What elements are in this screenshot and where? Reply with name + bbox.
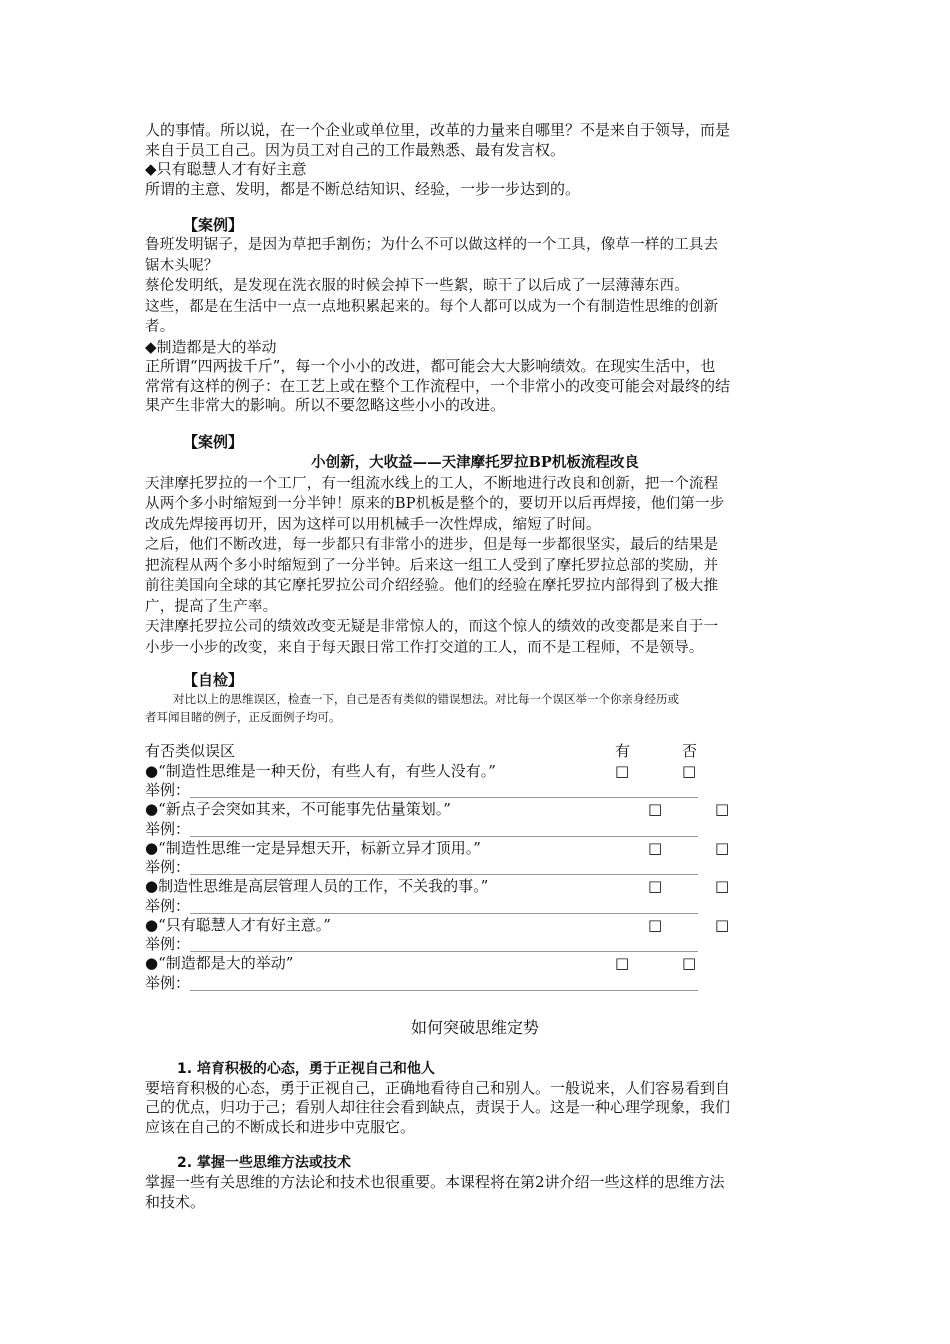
no-checkbox[interactable]: □: [715, 800, 730, 818]
case-line: 者。: [145, 319, 175, 335]
no-checkbox[interactable]: □: [715, 838, 730, 857]
bullet-heading: ◆制造都是大的举动: [145, 337, 277, 356]
example-row: [145, 858, 805, 877]
example-row: [145, 820, 805, 839]
checklist-item: [145, 916, 805, 936]
case-line: 蔡伦发明纸，是发现在洗衣服的时候会掉下一些絮，晾干了以后成了一层薄薄东西。: [145, 278, 689, 294]
example-row: [145, 897, 805, 916]
case-label: 【案例】: [183, 216, 244, 234]
yes-checkbox[interactable]: □: [648, 800, 663, 818]
paragraph-line: 己的优点，归功于己；看别人却往往会看到缺点，责误于人。这是一种心理学现象，我们: [145, 1098, 731, 1116]
subsection-heading: 2. 掌握一些思维方法或技术: [177, 1155, 351, 1171]
checklist-item-text: ●“新点子会突如其来，不可能事先估量策划。”: [145, 800, 451, 818]
checklist-header-label: 有否类似误区: [145, 742, 236, 760]
no-checkbox[interactable]: □: [715, 915, 730, 934]
checklist-item-text: ●“制造性思维一定是异想天开，标新立异才顶用。”: [145, 838, 481, 857]
example-row: [145, 974, 805, 993]
checklist-item: [145, 954, 805, 974]
paragraph-line: 人的事情。所以说，在一个企业或单位里，改革的力量来自哪里？不是来自于领导，而是: [145, 121, 731, 139]
example-input-line[interactable]: [190, 797, 698, 798]
paragraph-line: 掌握一些有关思维的方法论和技术也很重要。本课程将在第2讲介绍一些这样的思维方法: [145, 1173, 725, 1191]
checklist-item: [145, 877, 805, 897]
case-line: 天津摩托罗拉公司的绩效改变无疑是非常惊人的，而这个惊人的绩效的改变都是来自于一: [145, 619, 719, 635]
section-title: 如何突破思维定势: [410, 1017, 539, 1037]
example-label: 举例：: [145, 858, 191, 876]
example-label: 举例：: [145, 819, 191, 838]
case-title: 小创新，大收益——天津摩托罗拉BP机板流程改良: [311, 453, 639, 471]
checklist-item-text: ●“制造性思维是一种天份，有些人有，有些人没有。”: [145, 761, 496, 780]
checklist-item-text: ●“制造都是大的举动”: [145, 954, 294, 972]
example-row: [145, 935, 805, 954]
case-line: 锯木头呢？: [145, 257, 219, 274]
no-checkbox[interactable]: □: [682, 761, 697, 780]
paragraph-line: 来自于员工自己。因为员工对自己的工作最熟悉、最有发言权。: [145, 140, 566, 159]
yes-checkbox[interactable]: □: [648, 877, 663, 895]
paragraph-line: 正所谓“四两拔千斤”，每一个小小的改进，都可能会大大影响绩效。在现实生活中，也: [145, 357, 716, 375]
yes-checkbox[interactable]: □: [615, 761, 630, 780]
checklist-header: [145, 742, 805, 762]
case-line: 前往美国向全球的其它摩托罗拉公司介绍经验。他们的经验在摩托罗拉内部得到了极大推: [145, 578, 719, 594]
checklist-item: [145, 762, 805, 782]
case-line: 这些，都是在生活中一点一点地积累起来的。每个人都可以成为一个有制造性思维的创新: [145, 298, 719, 315]
paragraph-line: 应该在自己的不断成长和进步中克服它。: [145, 1117, 416, 1136]
selfcheck-instruction: 者耳闻目睹的例子，正反面例子均可。: [145, 710, 341, 724]
example-row: [145, 781, 805, 800]
yes-checkbox[interactable]: □: [648, 838, 663, 857]
example-label: 举例：: [145, 935, 191, 953]
example-input-line[interactable]: [190, 874, 698, 875]
example-label: 举例：: [145, 896, 191, 915]
bullet-heading: ◆只有聪慧人才有好主意: [145, 160, 307, 178]
paragraph-line: 要培育积极的心态，勇于正视自己，正确地看待自己和别人。一般说来，人们容易看到自: [145, 1078, 731, 1097]
checklist-item-text: ●制造性思维是高层管理人员的工作，不关我的事。”: [145, 877, 489, 895]
no-column-label: 否: [682, 742, 698, 760]
checklist-item: [145, 800, 805, 820]
case-line: 把流程从两个多小时缩短到了一分半钟。后来这一组工人受到了摩托罗拉总部的奖励，并: [145, 557, 719, 574]
selfcheck-label: 【自检】: [183, 671, 244, 689]
case-line: 天津摩托罗拉的一个工厂，有一组流水线上的工人，不断地进行改良和创新，把一个流程: [145, 475, 719, 492]
paragraph-line: 所谓的主意、发明，都是不断总结知识、经验，一步一步达到的。: [145, 179, 581, 198]
case-line: 广，提高了生产率。: [145, 598, 278, 615]
example-input-line[interactable]: [190, 913, 698, 914]
yes-checkbox[interactable]: □: [615, 954, 630, 972]
yes-column-label: 有: [615, 742, 631, 760]
checklist-item-text: ●“只有聪慧人才有好主意。”: [145, 915, 331, 934]
no-checkbox[interactable]: □: [682, 954, 697, 972]
example-input-line[interactable]: [190, 836, 698, 837]
no-checkbox[interactable]: □: [715, 877, 730, 895]
paragraph-line: 常常有这样的例子：在工艺上或在整个工作流程中，一个非常小的改变可能会对最终的结: [145, 376, 731, 395]
example-input-line[interactable]: [190, 990, 698, 991]
document-page: [145, 121, 805, 1212]
example-input-line[interactable]: [190, 951, 698, 952]
case-line: 小步一小步的改变，来自于每天跟日常工作打交道的工人，而不是工程师，不是领导。: [145, 639, 704, 656]
yes-checkbox[interactable]: □: [648, 915, 663, 934]
case-line: 从两个多小时缩短到一分半钟！原来的BP机板是整个的，要切开以后再焊接，他们第一步: [145, 496, 725, 512]
example-label: 举例：: [145, 781, 191, 799]
example-label: 举例：: [145, 973, 191, 992]
paragraph-line: 果产生非常大的影响。所以不要忽略这些小小的改进。: [145, 396, 506, 414]
paragraph-line: 和技术。: [145, 1192, 206, 1211]
selfcheck-instruction: 对比以上的思维误区，检查一下，自己是否有类似的错误想法。对比每一个误区举一个你亲身经历或: [173, 692, 679, 706]
checklist-item: [145, 839, 805, 859]
case-line: 鲁班发明锯子，是因为草把手割伤；为什么不可以做这样的一个工具，像草一样的工具去: [145, 237, 719, 253]
case-label: 【案例】: [183, 432, 244, 451]
subsection-heading: 1. 培育积极的心态，勇于正视自己和他人: [177, 1060, 435, 1077]
case-line: 之后，他们不断改进，每一步都只有非常小的进步，但是每一步都很坚实，最后的结果是: [145, 537, 719, 553]
case-line: 改成先焊接再切开，因为这样可以用机械手一次性焊成，缩短了时间。: [145, 516, 601, 533]
